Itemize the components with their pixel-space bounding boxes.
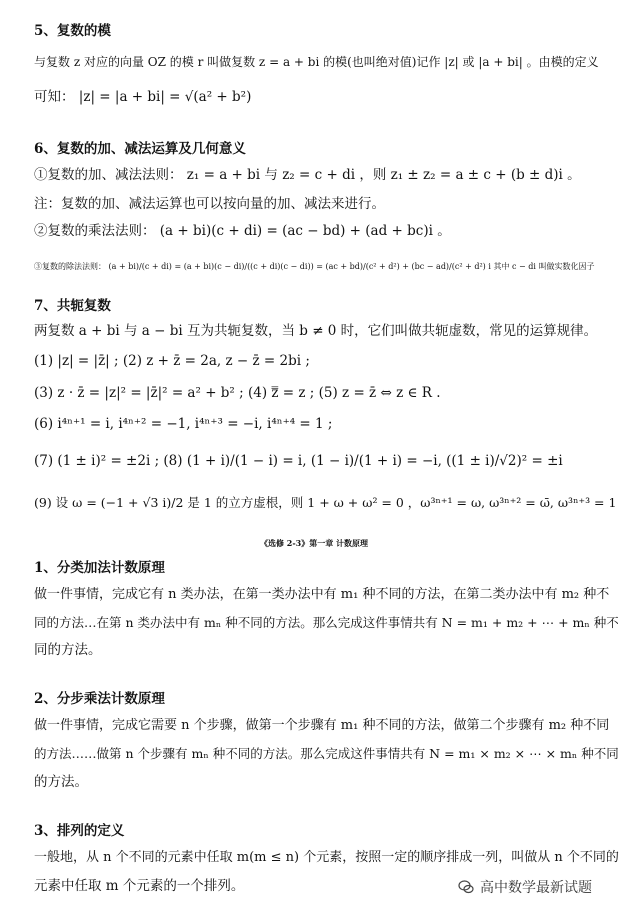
section-6-mul-rule: ②复数的乘法法则： (a + bi)(c + di) = (ac − bd) + (ad + bc)i 。 xyxy=(34,223,451,239)
section-7-title: 7、共轭复数 xyxy=(34,298,111,314)
chapter-heading: 《选修 2-3》第一章 计数原理 xyxy=(259,538,369,548)
counting-3-text-2: 元素中任取 m 个元素的一个排列。 xyxy=(34,878,245,894)
section-7-rule-1-2: (1) |z| = |z̄| ; (2) z + z̄ = 2a, z − z̄ = 2bi ; xyxy=(34,353,310,369)
section-7-rule-9: (9) 设 ω = (−1 + √3 i)/2 是 1 的立方虚根，则 1 + ω + ω² = 0 ，ω³ⁿ⁺¹ = ω, ω³ⁿ⁺² = ω̄, ω³ⁿ⁺³ = 1 xyxy=(34,495,617,510)
counting-3-title: 3、排列的定义 xyxy=(34,823,125,839)
counting-2-title: 2、分步乘法计数原理 xyxy=(34,691,165,707)
counting-2-text-3: 的方法。 xyxy=(34,774,88,790)
section-6-title: 6、复数的加、减法运算及几何意义 xyxy=(34,141,246,157)
counting-1-title: 1、分类加法计数原理 xyxy=(34,560,165,576)
counting-2-text-2: 的方法……做第 n 个步骤有 mₙ 种不同的方法。那么完成这件事情共有 N = m₁ × m₂ × ⋯ × mₙ 种不同 xyxy=(34,746,619,761)
section-7-rule-6: (6) i⁴ⁿ⁺¹ = i, i⁴ⁿ⁺² = −1, i⁴ⁿ⁺³ = −i, i⁴ⁿ⁺⁴ = 1 ; xyxy=(34,416,333,432)
watermark-text: 高中数学最新试题 xyxy=(480,880,592,896)
section-7-intro: 两复数 a + bi 与 a − bi 互为共轭复数，当 b ≠ 0 时，它们叫做共轭虚数，常见的运算规律。 xyxy=(34,323,598,339)
section-6-note: 注：复数的加、减法运算也可以按向量的加、减法来进行。 xyxy=(34,196,385,212)
section-7-rule-7-8: (7) (1 ± i)² = ±2i ; (8) (1 + i)/(1 − i) = i, (1 − i)/(1 + i) = −i, ((1 ± i)/√2)² = ±i xyxy=(34,453,563,469)
section-5-text-1: 与复数 z 对应的向量 OZ 的模 r 叫做复数 z = a + bi 的模(也叫绝对值)记作 |z| 或 |a + bi| 。由模的定义 xyxy=(34,55,599,69)
counting-1-text-2: 同的方法…在第 n 类办法中有 mₙ 种不同的方法。那么完成这件事情共有 N = m₁ + m₂ + ⋯ + mₙ 种不 xyxy=(34,615,619,630)
section-5-title: 5、复数的模 xyxy=(34,23,111,39)
section-7-rule-3-5: (3) z · z̄ = |z|² = |z̄|² = a² + b² ; (4) z̿ = z ; (5) z = z̄ ⇔ z ∈ R . xyxy=(34,385,441,401)
section-6-add-rule: ①复数的加、减法法则： z₁ = a + bi 与 z₂ = c + di ，则 z₁ ± z₂ = a ± c + (b ± d)i 。 xyxy=(34,167,581,183)
counting-2-text-1: 做一件事情，完成它需要 n 个步骤，做第一个步骤有 m₁ 种不同的方法，做第二个步骤有 m₂ 种不同 xyxy=(34,718,610,733)
wechat-icon xyxy=(458,879,474,895)
counting-1-text-3: 同的方法。 xyxy=(34,642,102,658)
section-5-text-2: 可知： |z| = |a + bi| = √(a² + b²) xyxy=(34,89,252,105)
section-6-div-rule: ③复数的除法法则： (a + bi)/(c + di) = (a + bi)(c − di)/((c + di)(c − di)) = (ac + bd)/(c² + d²) + (bc − ad)/(c² + d²) i 其中 c − di 叫做实数化因子 xyxy=(34,262,595,271)
watermark xyxy=(458,877,592,897)
counting-1-text-1: 做一件事情，完成它有 n 类办法，在第一类办法中有 m₁ 种不同的方法，在第二类办法中有 m₂ 种不 xyxy=(34,587,610,602)
counting-3-text-1: 一般地，从 n 个不同的元素中任取 m(m ≤ n) 个元素，按照一定的顺序排成一列，叫做从 n 个不同的 xyxy=(34,850,619,865)
